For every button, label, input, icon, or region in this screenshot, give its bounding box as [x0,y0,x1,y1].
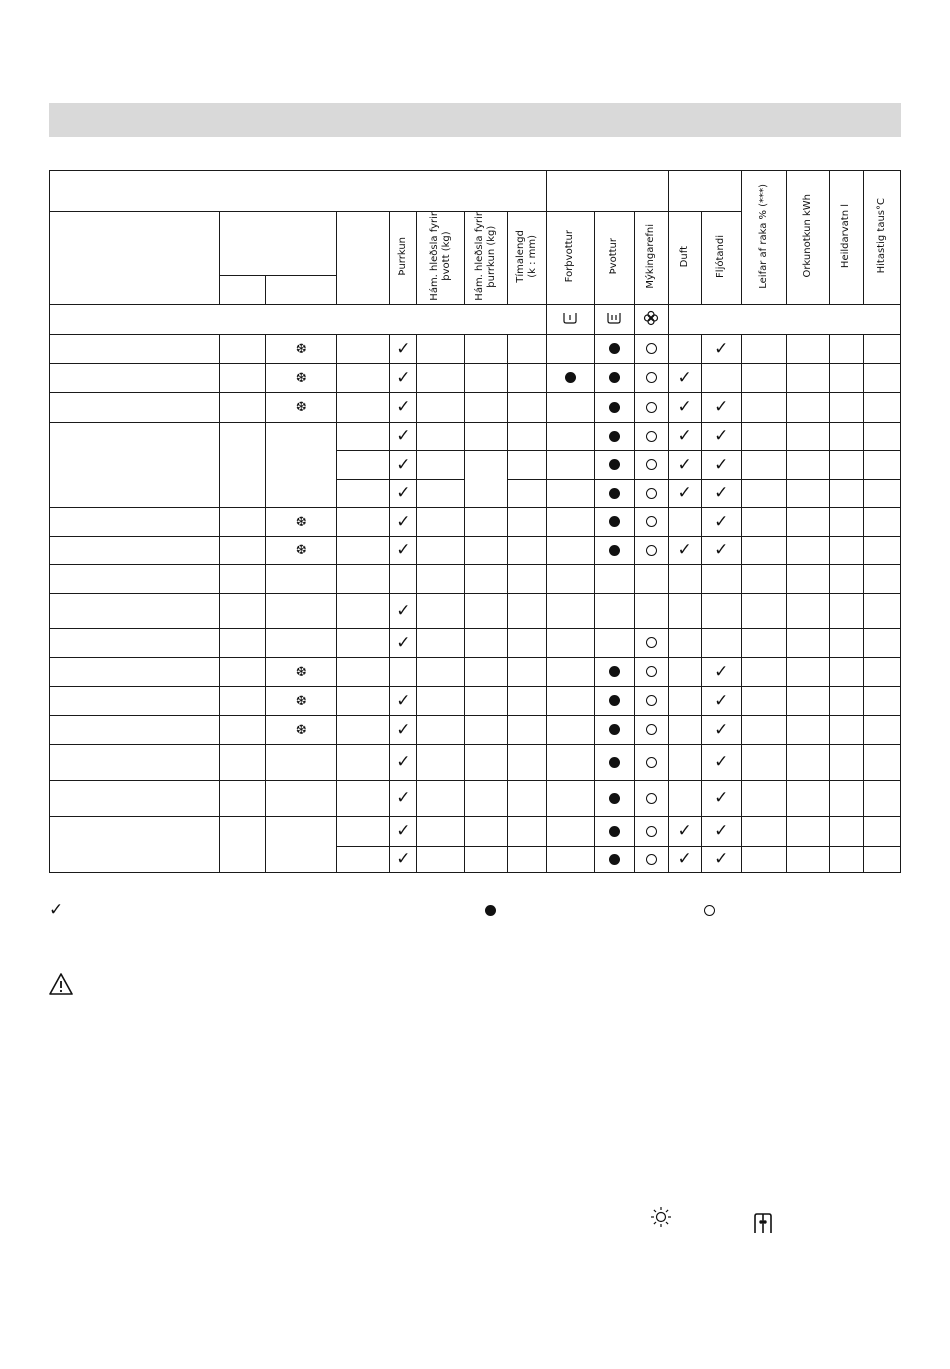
check-mark: ✓ [714,788,729,808]
open-circle-icon [646,793,657,804]
open-circle-icon [646,826,657,837]
filled-circle-icon [609,545,620,556]
check-mark: ✓ [714,661,729,682]
legend-filled-circle [485,898,496,922]
check-mark: ✓ [396,690,411,711]
snowflake-icon: ❆ [295,370,307,386]
filled-circle-icon [609,343,620,354]
door-icon [753,1212,773,1234]
table-row [50,393,901,423]
table-row [50,565,901,594]
snowflake-icon: ❆ [295,722,307,738]
open-circle-icon [646,459,657,470]
table-row [50,364,901,393]
open-circle-icon [646,545,657,556]
filled-circle-icon [609,516,620,527]
header-duration: Tímalengd (k : mm) [508,212,546,305]
drawer-row-label [50,305,547,335]
open-circle-icon [646,343,657,354]
header-water: Heildarvatn l [829,171,863,305]
header-temperature: Hitastig taus°C [863,171,900,305]
check-mark: ✓ [396,719,411,740]
check-mark: ✓ [677,821,692,841]
snowflake-icon: ❆ [295,664,307,680]
table-row [50,594,901,629]
table-row [50,423,901,451]
table-row [50,817,901,847]
header-temp-group [220,212,337,276]
check-mark: ✓ [677,454,692,475]
open-circle-icon [646,854,657,865]
check-mark: ✓ [396,600,411,621]
check-mark: ✓ [714,397,729,417]
header-softener: Mýkingarefni [634,212,668,305]
section-header-bar [49,103,901,137]
open-circle-icon [646,516,657,527]
open-circle-icon [646,757,657,768]
check-mark: ✓ [396,788,411,808]
header-programme-group [50,171,547,212]
check-mark: ✓ [396,426,411,446]
check-mark: ✓ [677,849,692,869]
header-liquid: Fljótandi [701,212,741,305]
check-mark: ✓ [714,338,729,359]
open-circle-icon [646,637,657,648]
header-detergent-group [668,171,741,212]
check-mark: ✓ [714,483,729,503]
table-row [50,508,901,537]
table-row [50,629,901,658]
check-mark: ✓ [677,483,692,503]
check-mark: ✓ [714,849,729,869]
filled-circle-icon [609,757,620,768]
programme-table [49,170,901,873]
check-mark: ✓ [677,426,692,446]
header-drying: Þurrkun [390,212,417,305]
header-powder: Duft [668,212,701,305]
filled-circle-icon [609,666,620,677]
softener-flower-icon [634,305,668,335]
check-mark: ✓ [714,719,729,740]
filled-circle-icon [609,695,620,706]
header-temp-default [220,276,266,305]
header-prewash: Forþvottur [546,212,594,305]
snowflake-icon: ❆ [295,514,307,530]
header-max-load-wash: Hám. hleðsla fyrir þvott (kg) [417,212,465,305]
warning-triangle-icon [49,972,73,996]
check-mark: ✓ [396,540,411,560]
filled-circle-icon [609,724,620,735]
check-mark: ✓ [396,367,411,388]
filled-circle-icon [485,905,496,916]
header-residual-moisture: Leifar af raka % (***) [741,171,786,305]
open-circle-icon [704,905,715,916]
header-temp-range [266,276,337,305]
check-mark: ✓ [396,483,411,503]
sun-icon [650,1206,672,1228]
check-mark: ✓ [714,454,729,475]
check-mark: ✓ [714,752,729,772]
filled-circle-icon [609,488,620,499]
header-energy: Orkunotkun kWh [786,171,829,305]
legend-open-circle [704,898,715,922]
check-mark: ✓ [714,690,729,711]
table-row [50,658,901,687]
table-row [50,335,901,364]
snowflake-icon: ❆ [295,400,307,415]
header-programme [50,212,220,305]
check-mark: ✓ [677,397,692,417]
snowflake-icon: ❆ [295,543,307,558]
header-compartment-group [546,171,668,212]
check-mark: ✓ [396,397,411,417]
prewash-drawer-icon [546,305,594,335]
header-max-load-dry: Hám. hleðsla fyrir þurrkun (kg) [465,212,508,305]
check-mark: ✓ [714,511,729,532]
check-mark: ✓ [714,821,729,841]
check-mark: ✓ [714,426,729,446]
table-row [50,537,901,565]
open-circle-icon [646,488,657,499]
check-mark: ✓ [396,752,411,772]
filled-circle-icon [609,431,620,442]
open-circle-icon [646,372,657,383]
legend-check [49,898,63,922]
check-mark: ✓ [677,367,692,388]
table-row [50,745,901,781]
filled-circle-icon [609,372,620,383]
snowflake-icon: ❆ [295,341,307,357]
table-row [50,687,901,716]
filled-circle-icon [609,402,620,413]
snowflake-icon: ❆ [295,693,307,709]
table-row [50,716,901,745]
check-mark: ✓ [714,540,729,560]
legend-check-mark: ✓ [49,899,64,920]
check-mark: ✓ [396,338,411,359]
drawer-row-filler [668,305,900,335]
filled-circle-icon [609,826,620,837]
open-circle-icon [646,431,657,442]
table-row [50,781,901,817]
wash-drawer-icon [594,305,634,335]
open-circle-icon [646,695,657,706]
check-mark: ✓ [396,454,411,475]
check-mark: ✓ [396,632,411,653]
check-mark: ✓ [677,540,692,560]
open-circle-icon [646,402,657,413]
filled-circle-icon [609,459,620,470]
open-circle-icon [646,666,657,677]
filled-circle-icon [609,854,620,865]
header-wash: Þvottur [594,212,634,305]
filled-circle-icon [609,793,620,804]
check-mark: ✓ [396,821,411,841]
header-spin [337,212,390,305]
check-mark: ✓ [396,849,411,869]
check-mark: ✓ [396,511,411,532]
filled-circle-icon [565,372,576,383]
open-circle-icon [646,724,657,735]
